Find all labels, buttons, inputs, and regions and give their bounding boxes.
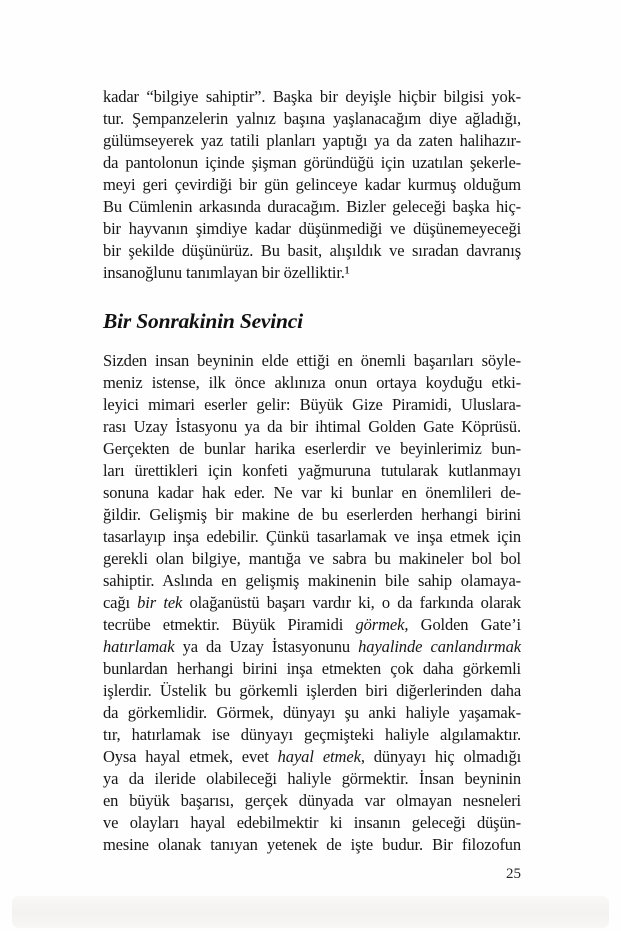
text-line: Bu Cümlenin arkasında duracağım. Bizler geleceği başka hiç- xyxy=(103,197,521,216)
text-line: cağı bir tek olağanüstü başarı vardır ki, o da farkında olarak xyxy=(103,593,522,612)
text-line: tır, hatırlamak ise dünyayı geçmişteki haliyle algılamaktır. xyxy=(103,725,521,744)
text-line: Sizden insan beyninin elde ettiği en önemli başarıları söyle- xyxy=(103,351,521,370)
text-line: tecrübe etmektir. Büyük Piramidi görmek, Golden Gate’i xyxy=(103,615,521,634)
text-line: ve olayları hayal edebilmektir ki insanın geleceği düşün- xyxy=(103,813,521,832)
text-line: ları ürettikleri için konfeti yağmuruna tutularak kutlanmayı xyxy=(103,461,521,480)
text-line: hatırlamak ya da Uzay İstasyonunu hayalinde canlandırmak xyxy=(103,637,521,656)
text-line: gülümseyerek yaz tatili planları yaptığı ya da zaten halihazır- xyxy=(103,131,521,150)
text-line: meniz istense, ilk önce aklınıza onun ortaya koyduğu etki- xyxy=(103,373,521,392)
paragraph-continued-from-previous-page xyxy=(103,86,521,284)
paragraph-body xyxy=(103,350,521,856)
page-number: 25 xyxy=(506,866,521,882)
text-line: leyici mimari eserler gelir: Büyük Gize Piramidi, Uluslara- xyxy=(103,395,521,414)
text-line: bunlardan herhangi birini inşa etmekten çok daha görkemli xyxy=(103,659,521,678)
text-line: kadar “bilgiye sahiptir”. Başka bir deyişle hiçbir bilgisi yok- xyxy=(103,87,521,106)
text-line: meyi geri çevirdiği bir gün gelinceye kadar kurmuş olduğum xyxy=(103,175,521,194)
text-block xyxy=(103,86,521,856)
text-line: bir hayvanın şimdiye kadar düşünmediği ve düşünemeyeceği xyxy=(103,219,521,238)
text-line: ğildir. Gelişmiş bir makine de bu eserlerden herhangi birini xyxy=(103,505,521,524)
section-heading: Bir Sonrakinin Sevinci xyxy=(103,309,303,333)
text-line: da pantolonun içinde şişman göründüğü için uzatılan şekerle- xyxy=(103,153,521,172)
text-line: insanoğlunu tanımlayan bir özelliktir.¹ xyxy=(103,263,350,282)
text-line: tur. Şempanzelerin yalnız başına yaşlanacağım diye ağladığı, xyxy=(103,109,521,128)
text-line: Oysa hayal etmek, evet hayal etmek, dünyayı hiç olmadığı xyxy=(103,747,522,766)
text-line: sonuna kadar hak eder. Ne var ki bunlar en önemlileri de- xyxy=(103,483,521,502)
page-bottom-edge xyxy=(12,896,609,928)
text-line: Gerçekten de bunlar harika eserlerdir ve beyinlerimiz bun- xyxy=(103,439,521,458)
text-line: rası Uzay İstasyonu ya da bir ihtimal Golden Gate Köprüsü. xyxy=(103,417,521,436)
text-line: mesine olanak tanıyan yetenek de işte budur. Bir filozofun xyxy=(103,835,521,854)
text-line: ya da ileride olabileceği haliyle görmektir. İnsan beyninin xyxy=(103,769,521,788)
text-line: sahiptir. Aslında en gelişmiş makinenin bile sahip olamaya- xyxy=(103,571,521,590)
text-line: işlerdir. Üstelik bu görkemli işlerden biri diğerlerinden daha xyxy=(103,681,521,700)
text-line: en büyük başarısı, gerçek dünyada var olmayan nesneleri xyxy=(103,791,521,810)
text-line: gerekli olan bilgiye, mantığa ve sabra bu makineler bol bol xyxy=(103,549,521,568)
text-line: bir şekilde düşünürüz. Bu basit, alışıldık ve sıradan davranış xyxy=(103,241,521,260)
text-line: tasarlayıp inşa edebilir. Çünkü tasarlamak ve inşa etmek için xyxy=(103,527,521,546)
text-line: da görkemlidir. Görmek, dünyayı şu anki haliyle yaşamak- xyxy=(103,703,521,722)
